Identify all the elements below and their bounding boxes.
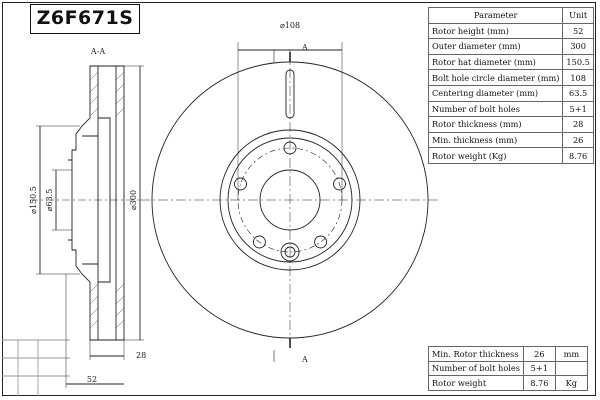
table-row: [429, 54, 594, 70]
cut-marker-top: A: [302, 43, 308, 52]
param-label: Min. thickness (mm): [429, 132, 563, 148]
header-parameter: Parameter: [429, 8, 563, 24]
param-value: 8.76: [563, 148, 593, 164]
summary-table: [428, 346, 588, 391]
bolt-hole: [235, 178, 247, 190]
section-outline: [72, 66, 98, 340]
table-row: [429, 101, 594, 117]
param-label: Number of bolt holes: [429, 101, 563, 117]
table-row: [429, 117, 594, 133]
table-row: [429, 132, 594, 148]
param-value: 150.5: [563, 54, 593, 70]
param-value: 52: [563, 23, 593, 39]
summary-unit: Kg: [555, 376, 587, 391]
table-row: [429, 347, 588, 362]
table-row: [429, 39, 594, 55]
param-label: Rotor hat diameter (mm): [429, 54, 563, 70]
summary-label: Min. Rotor thickness: [429, 347, 524, 362]
table-row: [429, 376, 588, 391]
dim-hat-diameter: ⌀150.5: [29, 186, 38, 214]
table-row: [429, 70, 594, 86]
param-value: 28: [563, 117, 593, 133]
param-label: Outer diameter (mm): [429, 39, 563, 55]
param-label: Centering diameter (mm): [429, 85, 563, 101]
summary-label: Number of bolt holes: [429, 361, 524, 376]
summary-value: 26: [523, 347, 555, 362]
dim-bolt-circle: ⌀108: [279, 21, 301, 30]
param-value: 300: [563, 39, 593, 55]
section-right-plate: [116, 66, 124, 340]
summary-unit: [555, 361, 587, 376]
parameters-table: [428, 7, 594, 164]
param-value: 26: [563, 132, 593, 148]
param-label: Bolt hole circle diameter (mm): [429, 70, 563, 86]
table-header-row: [429, 8, 594, 24]
param-value: 108: [563, 70, 593, 86]
part-number-box: [30, 4, 140, 34]
summary-unit: mm: [555, 347, 587, 362]
table-row: [429, 148, 594, 164]
summary-value: 8.76: [523, 376, 555, 391]
param-value: 63.5: [563, 85, 593, 101]
part-number: Z6F671S: [36, 7, 134, 29]
dim-outer-diameter: ⌀300: [129, 189, 138, 211]
table-row: [429, 85, 594, 101]
summary-label: Rotor weight: [429, 376, 524, 391]
param-label: Rotor thickness (mm): [429, 117, 563, 133]
dim-center-bore: ⌀63.5: [45, 188, 54, 212]
bolt-hole: [315, 236, 327, 248]
dim-height: 52: [86, 375, 98, 384]
param-value: 5+1: [563, 101, 593, 117]
section-label: A-A: [90, 47, 106, 56]
cut-marker-bottom: A: [302, 355, 308, 364]
table-row: [429, 23, 594, 39]
header-unit: Unit: [563, 8, 593, 24]
table-row: [429, 361, 588, 376]
param-label: Rotor weight (Kg): [429, 148, 563, 164]
param-label: Rotor height (mm): [429, 23, 563, 39]
summary-value: 5+1: [523, 361, 555, 376]
dim-thickness: 28: [136, 351, 147, 360]
